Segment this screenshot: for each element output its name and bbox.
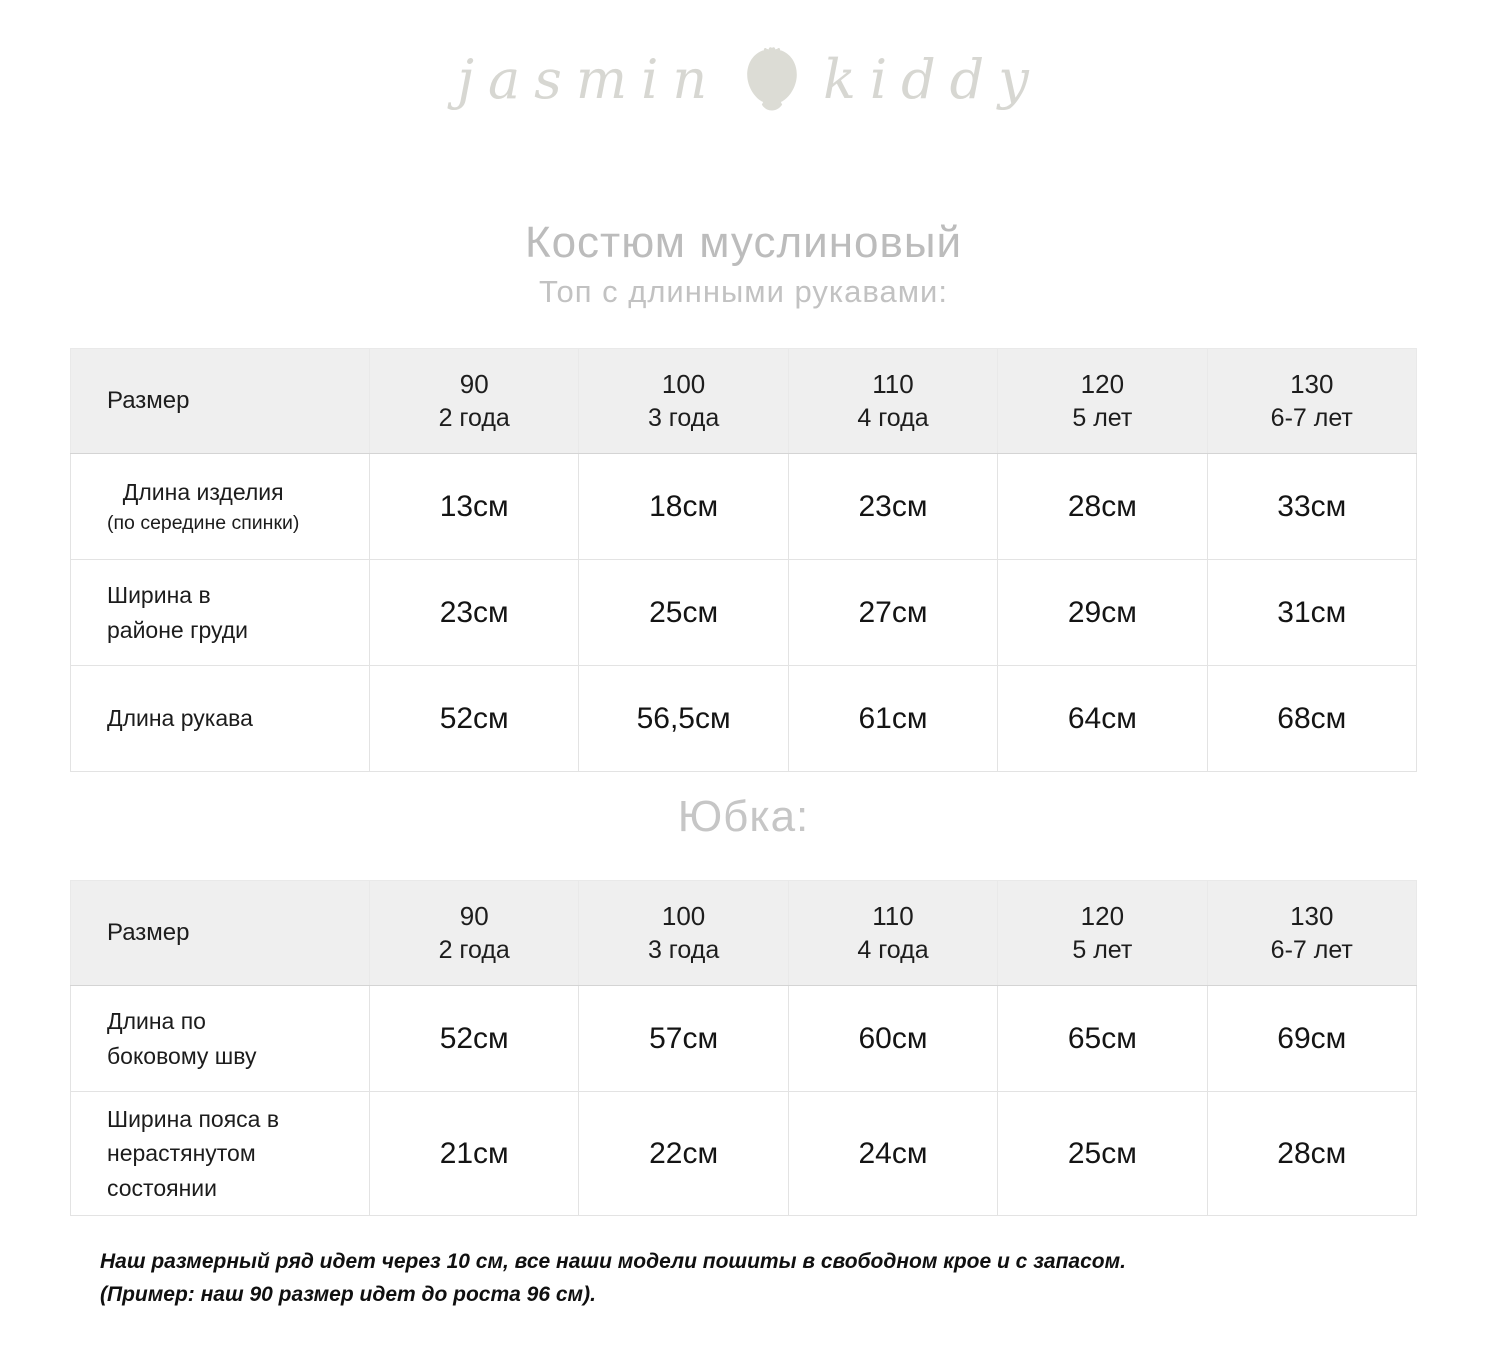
page-subtitle-top: Топ с длинными рукавами: bbox=[538, 274, 948, 309]
size-number: 90 bbox=[459, 368, 489, 399]
header-row bbox=[71, 881, 1417, 986]
size-number: 120 bbox=[1080, 368, 1125, 399]
size-header-cell bbox=[998, 349, 1207, 454]
value-cell: 28см bbox=[1207, 1092, 1416, 1216]
size-age: 6-7 лет bbox=[1270, 403, 1353, 432]
row-label-line: районе груди bbox=[107, 616, 249, 643]
size-number: 130 bbox=[1290, 368, 1334, 399]
brand-name-right: kiddy bbox=[823, 47, 1043, 111]
size-table-top-table bbox=[70, 348, 1417, 772]
size-header-cell bbox=[579, 349, 788, 454]
value-cell: 61см bbox=[788, 666, 997, 772]
value-cell: 65см bbox=[998, 986, 1207, 1092]
size-age: 4 года bbox=[857, 935, 929, 964]
size-age: 5 лет bbox=[1072, 935, 1133, 964]
row-sublabel: (по середине спинки) bbox=[107, 512, 300, 535]
value-cell: 13см bbox=[370, 454, 579, 560]
size-age: 2 года bbox=[438, 403, 510, 432]
row-label-line: Длина рукава bbox=[107, 705, 253, 732]
value-cell: 23см bbox=[370, 560, 579, 666]
value-cell: 68см bbox=[1207, 666, 1416, 772]
value-cell: 18см bbox=[579, 454, 788, 560]
size-header-cell bbox=[1207, 881, 1416, 986]
row-label-cell bbox=[71, 560, 370, 666]
table-row bbox=[71, 560, 1417, 666]
size-number: 110 bbox=[872, 900, 914, 931]
row-label-line: Длина по bbox=[107, 1008, 206, 1034]
value-cell: 25см bbox=[579, 560, 788, 666]
size-number: 130 bbox=[1290, 900, 1334, 931]
footnote-line2: (Пример: наш 90 размер идет до роста 96 см). bbox=[100, 1282, 596, 1306]
row-label-line: боковому шву bbox=[107, 1042, 257, 1069]
value-cell: 56,5см bbox=[579, 666, 788, 772]
table-row bbox=[71, 1092, 1417, 1216]
corner-cell bbox=[71, 349, 370, 454]
value-cell: 22см bbox=[579, 1092, 788, 1216]
size-age: 5 лет bbox=[1072, 403, 1133, 432]
row-label-line: Ширина в bbox=[107, 582, 211, 608]
row-label-line: Длина изделия bbox=[122, 478, 284, 505]
size-age: 3 года bbox=[647, 403, 720, 432]
value-cell: 60см bbox=[788, 986, 997, 1092]
value-cell: 29см bbox=[998, 560, 1207, 666]
size-age: 3 года bbox=[647, 935, 720, 964]
row-label-cell bbox=[71, 666, 370, 772]
value-cell: 21см bbox=[370, 1092, 579, 1216]
corner-cell bbox=[71, 881, 370, 986]
value-cell: 69см bbox=[1207, 986, 1416, 1092]
size-header-cell bbox=[1207, 349, 1416, 454]
table-row bbox=[71, 666, 1417, 772]
scallop-shell-icon bbox=[741, 44, 803, 114]
size-number: 110 bbox=[872, 368, 914, 399]
table-header bbox=[71, 881, 1417, 986]
size-header-cell bbox=[370, 881, 579, 986]
brand-logo bbox=[0, 44, 1500, 114]
row-label-line: состоянии bbox=[107, 1174, 217, 1201]
size-header-cell bbox=[998, 881, 1207, 986]
table-body bbox=[71, 986, 1417, 1216]
value-cell: 52см bbox=[370, 986, 579, 1092]
size-table-skirt bbox=[70, 880, 1417, 1216]
value-cell: 52см bbox=[370, 666, 579, 772]
corner-label: Размер bbox=[107, 387, 190, 414]
size-header-cell bbox=[788, 349, 997, 454]
footnote-line1: Наш размерный ряд идет через 10 см, все наши модели пошиты в свободном крое и с запасом. bbox=[100, 1250, 1126, 1273]
size-number: 100 bbox=[661, 900, 706, 931]
size-header-cell bbox=[579, 881, 788, 986]
page-title: Костюм муслиновый bbox=[524, 218, 963, 267]
table-row bbox=[71, 454, 1417, 560]
skirt-heading: Юбка: bbox=[677, 792, 810, 841]
corner-label: Размер bbox=[107, 919, 190, 946]
row-label-block bbox=[107, 475, 299, 539]
row-label-cell bbox=[71, 454, 370, 560]
header-row bbox=[71, 349, 1417, 454]
value-cell: 24см bbox=[788, 1092, 997, 1216]
row-label-line: нерастянутом bbox=[107, 1140, 256, 1167]
row-label-cell bbox=[71, 1092, 370, 1216]
value-cell: 23см bbox=[788, 454, 997, 560]
footnote bbox=[100, 1246, 1126, 1311]
value-cell: 57см bbox=[579, 986, 788, 1092]
table-body bbox=[71, 454, 1417, 772]
size-header-cell bbox=[370, 349, 579, 454]
value-cell: 33см bbox=[1207, 454, 1416, 560]
size-number: 90 bbox=[459, 900, 489, 931]
row-label-line: Ширина пояса в bbox=[107, 1105, 280, 1132]
size-age: 4 года bbox=[857, 403, 929, 432]
size-table-top bbox=[70, 348, 1417, 772]
size-table-skirt-table bbox=[70, 880, 1417, 1216]
value-cell: 27см bbox=[788, 560, 997, 666]
size-age: 6-7 лет bbox=[1270, 935, 1353, 964]
value-cell: 28см bbox=[998, 454, 1207, 560]
size-number: 100 bbox=[661, 368, 706, 399]
brand-name-left: jasmin bbox=[457, 47, 722, 111]
table-header bbox=[71, 349, 1417, 454]
size-number: 120 bbox=[1080, 900, 1125, 931]
size-age: 2 года bbox=[438, 935, 510, 964]
value-cell: 25см bbox=[998, 1092, 1207, 1216]
size-header-cell bbox=[788, 881, 997, 986]
value-cell: 64см bbox=[998, 666, 1207, 772]
row-label-cell bbox=[71, 986, 370, 1092]
value-cell: 31см bbox=[1207, 560, 1416, 666]
table-row bbox=[71, 986, 1417, 1092]
